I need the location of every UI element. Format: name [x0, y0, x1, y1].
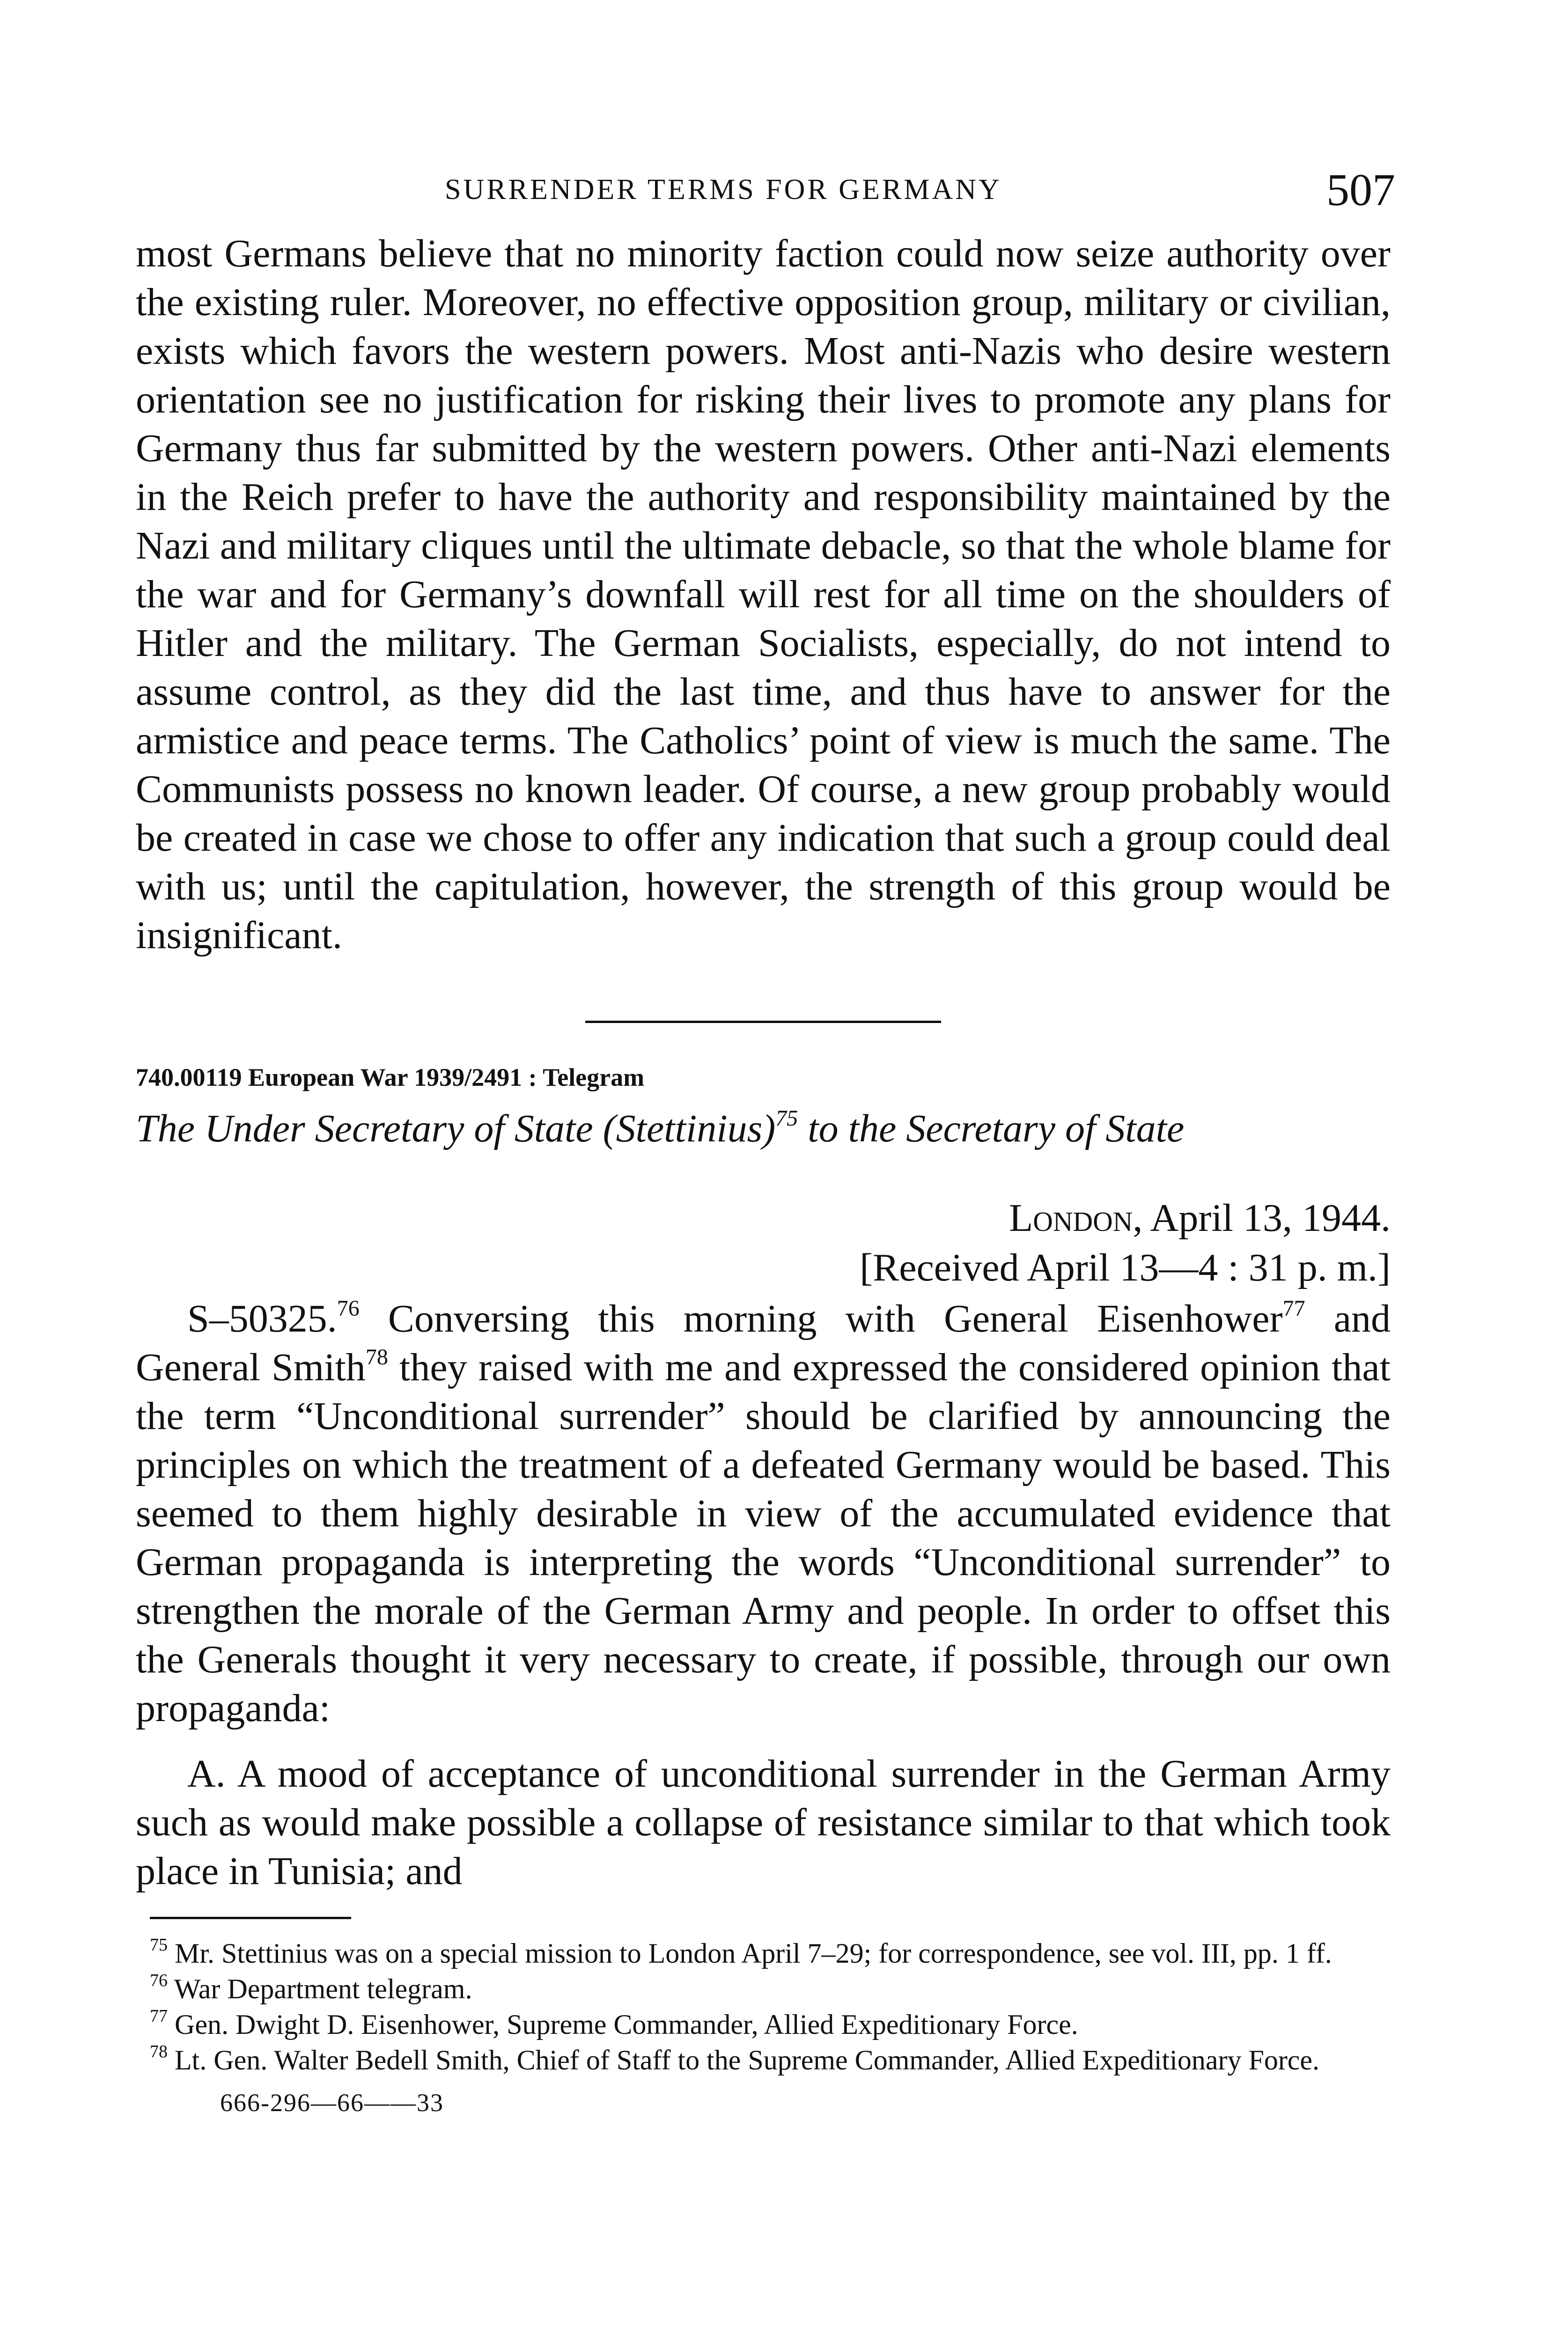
footnote-ref-78: 78 — [365, 1345, 388, 1369]
footnote-ref-77: 77 — [1282, 1296, 1305, 1321]
title-part2: to the Secretary of State — [798, 1107, 1185, 1150]
document-title — [136, 1106, 1391, 1151]
telegram-paragraph-2: A. A mood of acceptance of unconditional surrender in the German Army such as would make possible a collapse of resistance similar to that which took place in Tunisia; and — [136, 1752, 1391, 1893]
dateline-date: , April 13, 1944. — [1133, 1196, 1391, 1240]
footnote-ref-75: 75 — [775, 1106, 798, 1131]
continuation-paragraph: most Germans believe that no minority faction could now seize authority over the existing ruler. Moreover, no effective opposition group, military or civilian, exists which favors the western powers. Most anti-Nazis who desire western orientation see no justification for risking their lives to promote any plans for Germany thus far submitted by the western powers. Other anti-Nazi elements in the Reich prefer to have the authority and responsibility maintained by the Nazi and military cliques until the ultimate debacle, so that the whole blame for the war and for Germany’s downfall will rest for all time on the shoulders of Hitler and the military. The German Socialists, especially, do not intend to assume control, as they did the last time, and thus have to answer for the armistice and peace terms. The Catholics’ point of view is much the same. The Communists possess no known leader. Of course, a new group probably would be created in case we chose to offer any indication that such a group could deal with us; until the capitulation, however, the strength of this group would be insignificant. — [136, 232, 1391, 957]
footnote-number: 77 — [150, 2006, 168, 2026]
running-head: SURRENDER TERMS FOR GERMANY — [445, 174, 1002, 206]
page-number: 507 — [1326, 165, 1395, 215]
para1-text-c: they raised with me and expressed the considered opinion that the term “Unconditional surrender” should be clarified by announcing the principles on which the treatment of a defeated Germany would be based. This seemed to them highly desirable in view of the accumulated evidence that German propaganda is interpreting the words “Unconditional surrender” to strengthen the morale of the German Army and people. In order to offset this the Generals thought it very necessary to create, if possible, through our own propaganda: — [136, 1346, 1391, 1730]
telegram-reference: S–50325. — [187, 1297, 337, 1340]
received-line: [Received April 13—4 : 31 p. m.] — [860, 1246, 1391, 1289]
footnote-76 — [136, 1971, 1391, 2007]
file-number: 740.00119 European War 1939/2491 : Telegram — [136, 1063, 645, 1091]
dateline — [136, 1193, 1391, 1243]
para1-text-b: and General Smith — [136, 1297, 1391, 1389]
title-part1: The Under Secretary of State (Stettinius) — [136, 1107, 776, 1150]
print-code: 666-296—66——33 — [220, 2089, 444, 2117]
footnote-ref-76: 76 — [337, 1296, 360, 1321]
footnote-number: 78 — [150, 2042, 168, 2061]
footnote-text: Lt. Gen. Walter Bedell Smith, Chief of Staff to the Supreme Commander, Allied Expeditionary Force. — [175, 2045, 1320, 2076]
footnote-78 — [136, 2042, 1391, 2078]
footnote-divider — [150, 1917, 351, 1919]
footnote-77 — [136, 2007, 1391, 2042]
footnote-number: 76 — [150, 1971, 168, 1990]
footnote-number: 75 — [150, 1935, 168, 1955]
footnote-text: War Department telegram. — [174, 1973, 472, 2004]
footnotes — [136, 1936, 1391, 2078]
document-page — [136, 155, 1395, 2117]
footnote-text: Gen. Dwight D. Eisenhower, Supreme Commander, Allied Expeditionary Force. — [175, 2009, 1078, 2040]
telegram-paragraph-1 — [136, 1295, 1391, 1733]
footnote-75 — [136, 1936, 1391, 1971]
footnote-text: Mr. Stettinius was on a special mission to London April 7–29; for correspondence, see vol. III, pp. 1 ff. — [175, 1938, 1332, 1969]
dateline-place: London — [1009, 1196, 1133, 1240]
para1-text-a: Conversing this morning with General Eisenhower — [359, 1297, 1283, 1340]
page-header — [136, 155, 1395, 229]
section-divider — [585, 1021, 941, 1023]
